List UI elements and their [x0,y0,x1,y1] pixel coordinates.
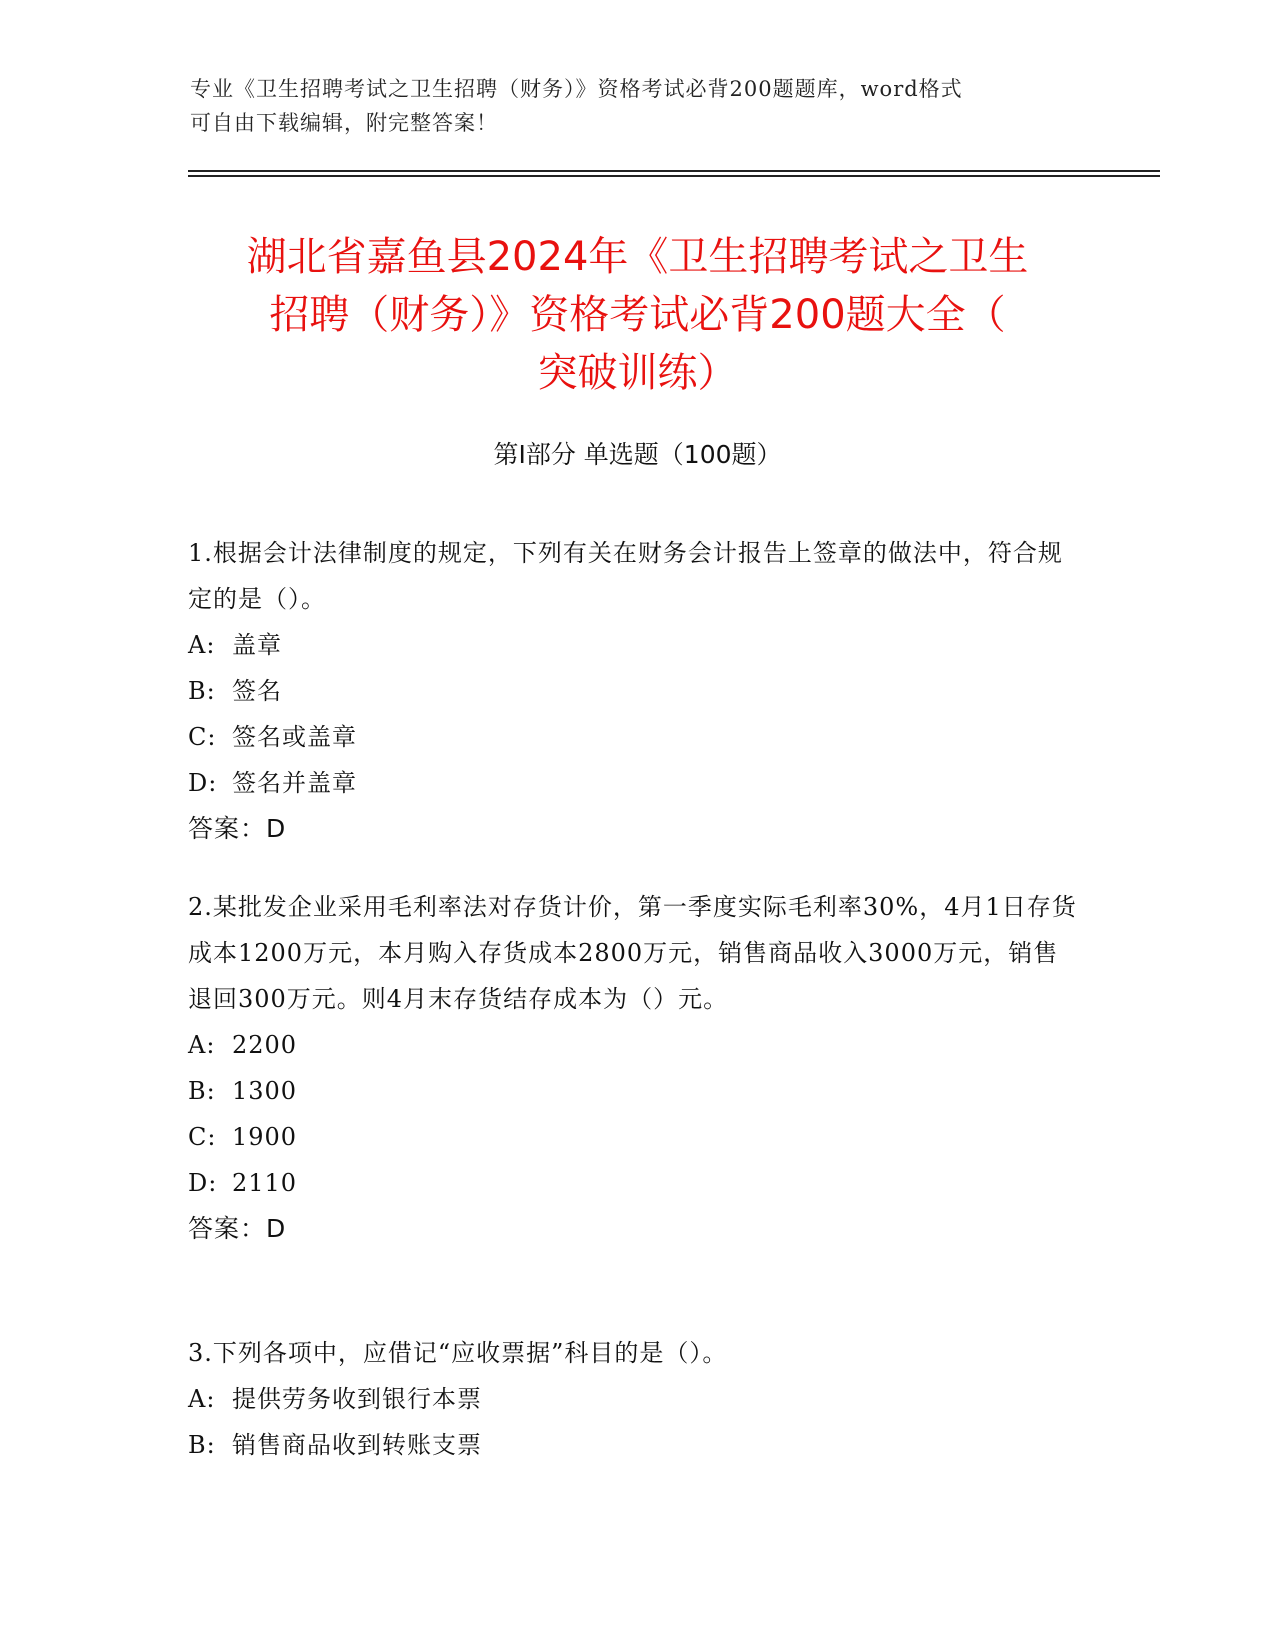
question-1 [188,530,1078,852]
document-title-line-2: 招聘（财务）》资格考试必背200题大全（ [269,292,1006,338]
option-text: 签名或盖章 [232,723,357,751]
question-stem: 1.根据会计法律制度的规定，下列有关在财务会计报告上签章的做法中，符合规定的是（）。 [188,539,1063,613]
answer: 答案：D [188,1214,287,1243]
header-divider-bottom [188,175,1160,177]
option-c [188,714,1078,760]
option-letter: A: [188,631,216,659]
option-letter: D: [188,1169,218,1197]
option-b [188,1068,1078,1114]
option-letter: C: [188,723,217,751]
question-2 [188,884,1078,1252]
option-c [188,1114,1078,1160]
option-letter: B: [188,1077,216,1105]
option-a [188,1376,1078,1422]
option-a [188,622,1078,668]
option-letter: B: [188,1431,216,1459]
option-d [188,1160,1078,1206]
option-text: 盖章 [232,631,282,659]
option-a [188,1022,1078,1068]
option-letter: A: [188,1031,216,1059]
option-letter: C: [188,1123,217,1151]
option-letter: B: [188,677,216,705]
option-text: 签名 [232,677,282,705]
option-text: 提供劳务收到银行本票 [232,1385,482,1413]
option-text: 1300 [232,1077,298,1105]
header-note-line-2: 可自由下载编辑，附完整答案！ [190,111,498,135]
option-letter: A: [188,1385,216,1413]
header-note-line-1: 专业《卫生招聘考试之卫生招聘（财务）》资格考试必背200题题库，word格式 [190,77,963,101]
option-text: 1900 [232,1123,298,1151]
option-b [188,668,1078,714]
header-divider-top [188,170,1160,172]
question-3 [188,1330,1078,1468]
option-letter: D: [188,769,218,797]
section-title: 第Ⅰ部分 单选题（100题） [493,440,782,469]
option-text: 2110 [232,1169,298,1197]
header-note [190,72,1080,140]
option-text: 销售商品收到转账支票 [232,1431,482,1459]
answer: 答案：D [188,814,287,843]
option-text: 签名并盖章 [232,769,357,797]
question-stem: 3.下列各项中，应借记“应收票据”科目的是（）。 [188,1339,728,1367]
option-d [188,760,1078,806]
document-title-line-3: 突破训练） [537,350,738,396]
option-text: 2200 [232,1031,298,1059]
document-title-line-1: 湖北省嘉鱼县2024年《卫生招聘考试之卫生 [246,234,1029,280]
option-b [188,1422,1078,1468]
document-title [170,228,1105,402]
question-stem: 2.某批发企业采用毛利率法对存货计价，第一季度实际毛利率30%，4月1日存货成本1200万元，本月购入存货成本2800万元，销售商品收入3000万元，销售退回300万元。则4月末存货结存成本为（）元。 [188,893,1077,1013]
